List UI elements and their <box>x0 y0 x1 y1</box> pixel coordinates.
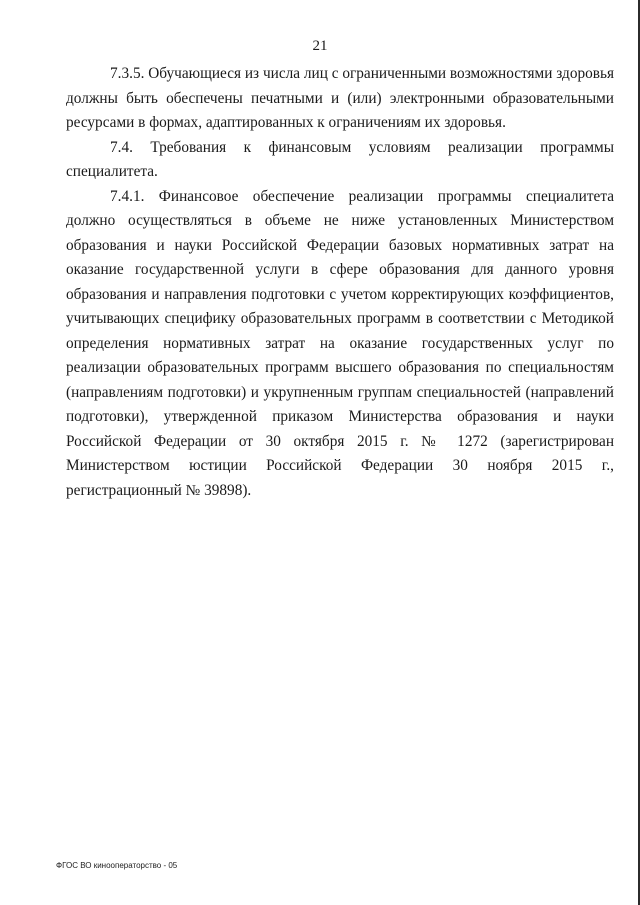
paragraph-7-4: 7.4. Требования к финансовым условиям реализации программы специалитета. <box>66 138 614 180</box>
paragraph-7-4-1: 7.4.1. Финансовое обеспечение реализации программы специалитета должно осуществляться в объеме не ниже установленных Министерством образования и науки Российской Федерации базовых нормативных затрат на оказание государственной услуги в сфере образования для данного уровня образования и направления подготовки с учетом корректирующих коэффициентов, учитывающих специфику образовательных программ в соответствии с Методикой определения нормативных затрат на оказание государственных услуг по реализации образовательных программ высшего образования по специальностям (направлениям подготовки) и укрупненным группам специальностей (направлений подготовки), утвержденной приказом Министерства образования и науки Российской Федерации от 30 октября 2015 г. № 1272 (зарегистрирован Министерством юстиции Российской Федерации 30 ноября 2015 г., регистрационный № 39898). <box>66 187 614 499</box>
document-footer: ФГОС ВО кинооператорство - 05 <box>56 861 178 870</box>
paragraph-7-3-5: 7.3.5. Обучающиеся из числа лиц с ограниченными возможностями здоровья должны быть обеспечены печатными и (или) электронными образовательными ресурсами в формах, адаптированных к ограничениям их здоровья. <box>66 65 614 131</box>
document-body <box>66 62 614 503</box>
page-number: 21 <box>312 38 328 54</box>
